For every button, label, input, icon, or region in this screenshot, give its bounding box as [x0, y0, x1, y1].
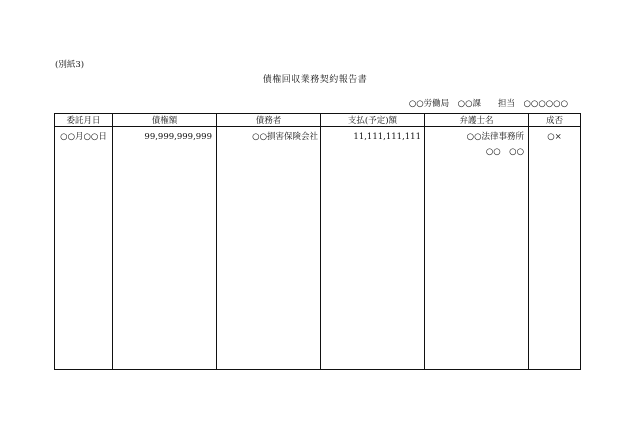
header-claim-amount: 債権額 [113, 114, 217, 127]
header-commission-date: 委託月日 [55, 114, 113, 127]
cell-result: ○× [529, 127, 581, 370]
header-payment-amount: 支払(予定)額 [321, 114, 425, 127]
table-row [55, 127, 581, 370]
cell-debtor: ○○損害保険会社 [217, 127, 321, 370]
cell-payment-amount: 11,111,111,111 [321, 127, 425, 370]
cell-claim-amount: 99,999,999,999 [113, 127, 217, 370]
document-title: 債権回収業務契約報告書 [262, 75, 368, 85]
header-result: 成否 [529, 114, 581, 127]
header-debtor: 債務者 [217, 114, 321, 127]
header-lawyer-name: 弁護士名 [425, 114, 529, 127]
annex-label: (別紙3) [55, 60, 85, 70]
report-table [54, 113, 581, 370]
cell-commission-date: ○○月○○日 [55, 127, 113, 370]
header-row [55, 114, 581, 127]
lawyer-office: ○○法律事務所 [466, 132, 524, 142]
department-line: ○○労働局 ○○課 担当 ○○○○○○ [408, 99, 568, 109]
cell-lawyer-name [425, 127, 529, 370]
lawyer-name: ○○ ○○ [485, 147, 524, 157]
